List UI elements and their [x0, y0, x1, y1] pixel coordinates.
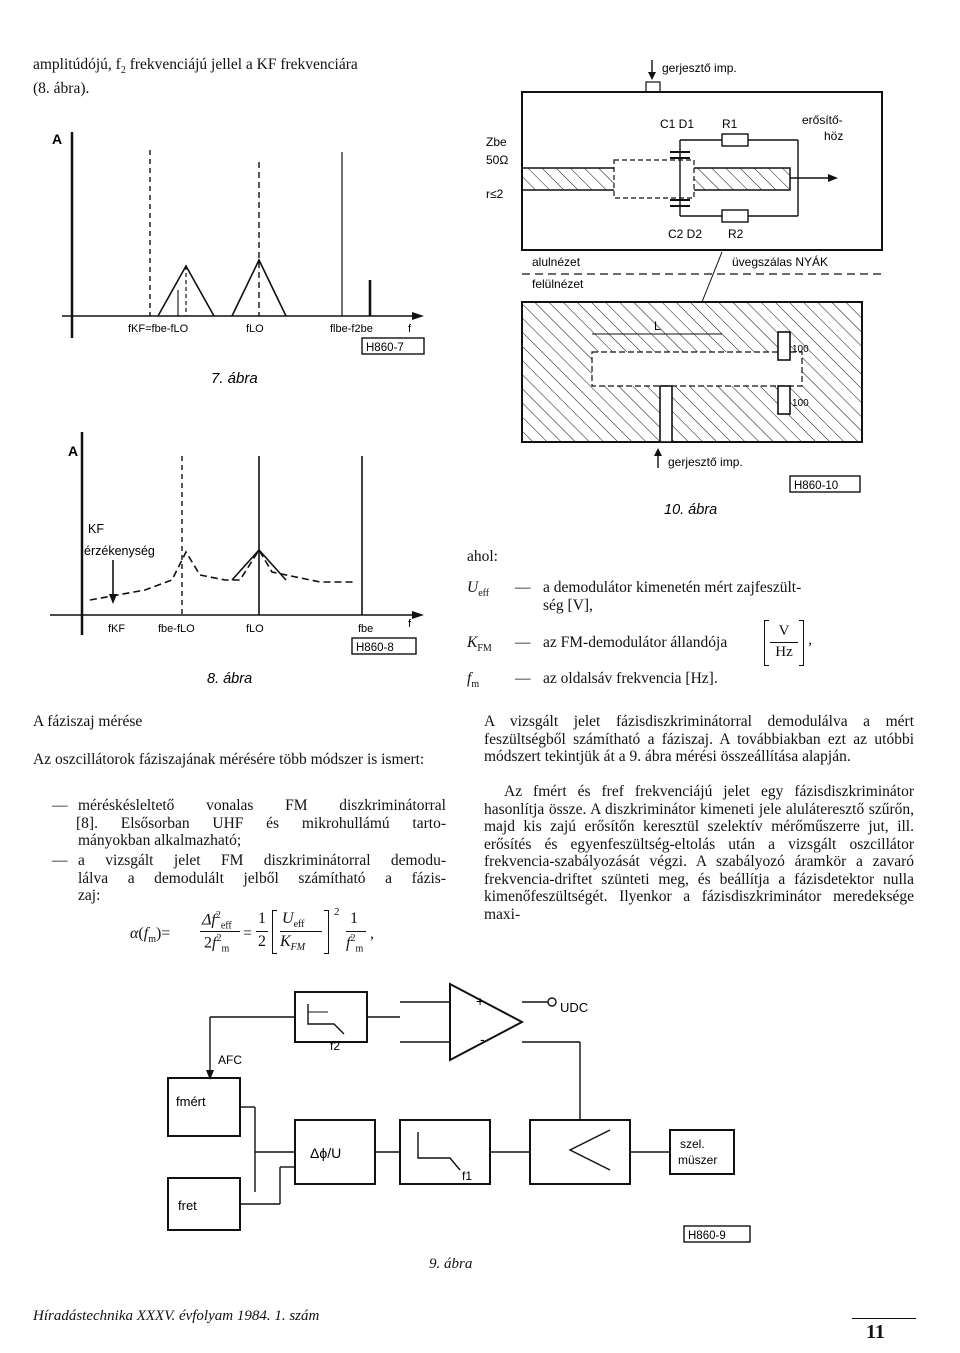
- left-paragraph-1: Az oszcillátorok fáziszajának mérésére több módszer is ismert:: [33, 751, 425, 768]
- fig9-tag: H860-9: [688, 1230, 726, 1242]
- fig10-r-label: r≤2: [486, 187, 504, 201]
- fig8-label-flo: fLO: [246, 623, 264, 635]
- symbol-kfm: $K_{FM}$: [467, 634, 492, 655]
- fig7-tag: H860-7: [366, 342, 404, 354]
- fig7-y-axis-label: A: [52, 131, 63, 147]
- kfm-unit: V Hz ,: [764, 620, 804, 666]
- fig9-udc-label: UDC: [560, 1000, 589, 1015]
- fig9-fret-label: fret: [178, 1198, 197, 1213]
- fig7-label-fkf: fKF=fbe-fLO: [128, 323, 189, 335]
- fig10-gen-bottom-label: gerjesztő imp.: [668, 455, 743, 469]
- fig8-caption: 8. ábra: [207, 671, 253, 687]
- fig8-label-fbe-flo: fbe-fLO: [158, 623, 195, 635]
- journal-footer: Híradástechnika XXXV. évfolyam 1984. 1. szám: [33, 1308, 320, 1324]
- where-label: ahol:: [467, 548, 498, 565]
- page-number: 11: [866, 1321, 885, 1343]
- fig9-minus-label: -: [480, 1031, 485, 1047]
- footer-rule: [852, 1318, 916, 1319]
- fig10-amp-label-1: erősítő-: [802, 113, 843, 127]
- figure-8-spectrum: [40, 420, 440, 695]
- fig10-length-label: L: [654, 319, 661, 333]
- fig10-c2d2-label: C2 D2: [668, 227, 703, 241]
- fig10-resistor-100-a: 100: [792, 344, 809, 355]
- figure-9-block-diagram: [150, 982, 790, 1282]
- bullet-1: méréskésleltető vonalas FM diszkriminátorral [8]. Elsősorban UHF és mikrohullámú tarto- mányokban alkalmazható;: [76, 797, 446, 849]
- fig9-meter-label-1: szel.: [680, 1137, 705, 1151]
- fig7-x-axis-label: f: [408, 323, 412, 335]
- fig10-gen-top-label: gerjesztő imp.: [662, 61, 737, 75]
- fig9-plus-label: +: [476, 993, 485, 1009]
- symbol-ueff: $U_{eff}$: [467, 579, 490, 600]
- fig8-label-fkf: fKF: [108, 623, 126, 635]
- fig9-f1-label: f1: [462, 1169, 473, 1183]
- fig10-r1-label: R1: [722, 117, 738, 131]
- symbol-fm-dash: —: [515, 670, 531, 687]
- fig9-fmert-label: fmért: [176, 1094, 206, 1109]
- fig8-y-axis-label: A: [68, 443, 79, 459]
- fig10-amp-label-2: höz: [824, 129, 844, 143]
- fig10-c1d1-label: C1 D1: [660, 117, 695, 131]
- fig9-caption: 9. ábra: [429, 1256, 473, 1272]
- fig10-r2-label: R2: [728, 227, 744, 241]
- phase-noise-formula: $\alpha(f_m)=$ $\Delta f^2_{eff}$ $2f^2_m$ = 1 2 $U_{eff}$ $K_{FM}$ 2 1 $f^2_m$ ,: [130, 906, 374, 955]
- right-paragraph-1: A vizsgált jelet fázisdiszkriminátorral demodulálva a mért feszültségből számítható a fáziszaj. A továbbiakban ezt az utóbbi módszert tekintjük át a 9. ábra mérési összeállítása alapján.: [484, 713, 914, 765]
- fig10-bottom-view-label: alulnézet: [532, 255, 581, 269]
- fig9-f2-label: f2: [330, 1039, 341, 1053]
- bullet-1-dash: —: [52, 797, 68, 814]
- symbol-kfm-desc: az FM-demodulátor állandója: [543, 634, 728, 651]
- fig10-ohm-label: 50Ω: [486, 153, 509, 167]
- symbol-ueff-dash: —: [515, 579, 531, 596]
- fig10-tag: H860-10: [794, 480, 839, 492]
- bullet-2-dash: —: [52, 852, 68, 869]
- fig10-zbe-label: Zbe: [486, 135, 507, 149]
- intro-text: amplitúdójú, $f_2$ frekvenciájú jellel a KF frekvenciára (8. ábra).: [33, 56, 358, 97]
- figure-10-circuit: [472, 56, 892, 521]
- fig7-caption: 7. ábra: [211, 370, 258, 387]
- symbol-fm-desc: az oldalsáv frekvencia [Hz].: [543, 670, 718, 687]
- fig8-x-axis-label: f: [408, 618, 412, 630]
- symbol-ueff-desc: a demodulátor kimenetén mért zajfeszült- ség [V],: [543, 579, 802, 614]
- fig8-tag: H860-8: [356, 642, 394, 654]
- section-heading: A fáziszaj mérése: [33, 713, 143, 730]
- fig10-top-view-label: felülnézet: [532, 277, 584, 291]
- fig10-caption: 10. ábra: [664, 502, 718, 518]
- fig8-sensitivity-label: érzékenység: [84, 544, 155, 558]
- fig9-afc-label: AFC: [218, 1053, 242, 1067]
- fig7-label-flo: fLO: [246, 323, 264, 335]
- fig9-phase-detector-label: Δϕ/U: [310, 1145, 342, 1161]
- bullet-2: a vizsgált jelet FM diszkriminátorral demodu- lálva a demodulált jelből számítható a fázis- zaj:: [78, 852, 446, 904]
- figure-7-spectrum: [40, 120, 440, 410]
- fig9-meter-label-2: müszer: [678, 1153, 718, 1167]
- fig8-kf-label: KF: [88, 522, 104, 536]
- fig7-label-fbe: flbe-f2be: [330, 323, 373, 335]
- fig10-resistor-100-b: 100: [792, 398, 809, 409]
- fig10-fiberglass-label: üvegszálas NYÁK: [732, 255, 829, 269]
- right-paragraph-2: Az fmért és fref frekvenciájú jelet egy fázisdiszkriminátor hasonlítja össze. A diszkriminátor kimeneti jele aluláteresztő szűrőn, majd kis zajú erősítőn keresztül szelektív mérőműszerre jut, ill. erősítés és egyenfeszültség-eltolás után a vizsgált oszcillátor frekvencia-szabályozását végzi. A szabályozó áramkör a zavaró frekvencia-driftet szünteti meg, és beállítja a fázisdetektor nulla kimenőfeszültségét. Ilyenkor a fázisdiszkriminátor meredeksége maxi-: [484, 783, 914, 923]
- fig8-label-fbe: fbe: [358, 623, 374, 635]
- symbol-fm: $f_m$: [467, 670, 480, 691]
- symbol-kfm-dash: —: [515, 634, 531, 651]
